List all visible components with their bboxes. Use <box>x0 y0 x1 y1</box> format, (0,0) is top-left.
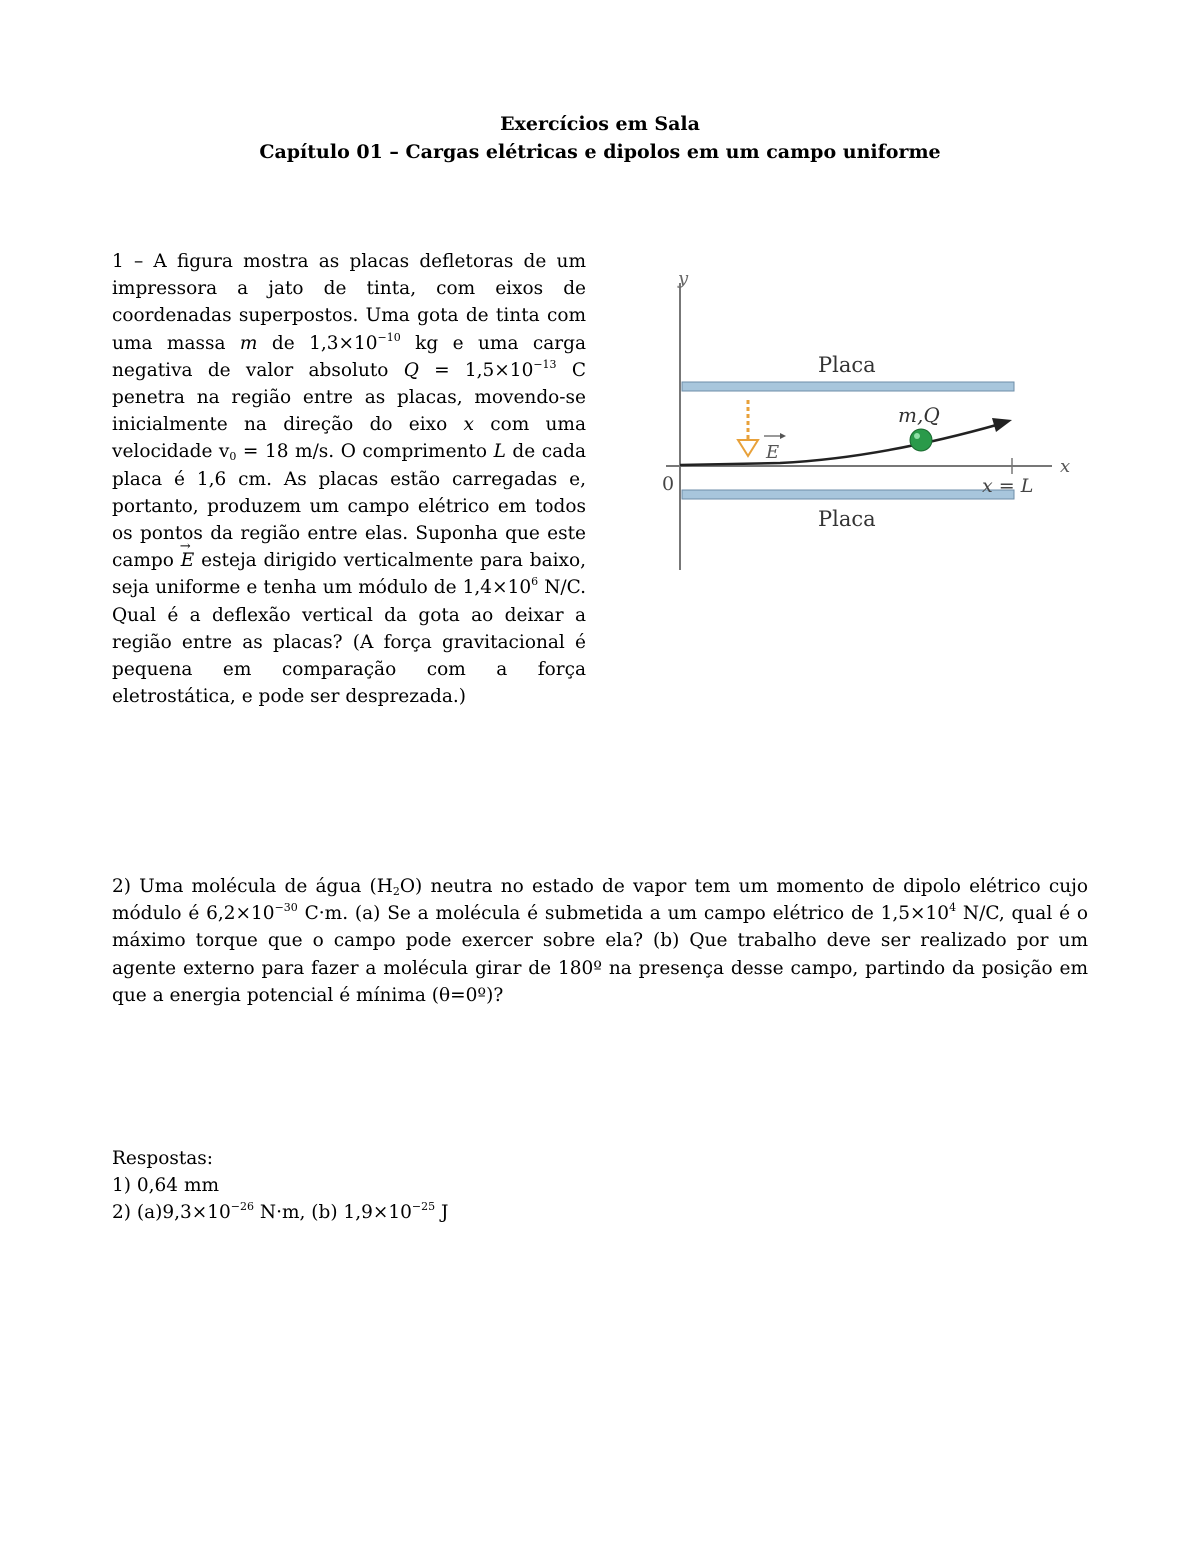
document-subtitle: Capítulo 01 – Cargas elétricas e dipolos em um campo uniforme <box>259 141 941 163</box>
origin-label: 0 <box>662 473 675 495</box>
bottom-plate-label: Placa <box>818 507 876 531</box>
field-arrow <box>738 400 758 456</box>
top-plate <box>682 382 1014 391</box>
end-label: x = L <box>982 475 1034 497</box>
deflector-plates-figure <box>640 258 1080 578</box>
answers-heading: Respostas: <box>112 1148 214 1169</box>
top-plate-label: Placa <box>818 353 876 377</box>
ink-drop <box>910 429 932 451</box>
answers-section <box>112 1145 912 1227</box>
bottom-plate <box>682 490 1014 499</box>
trajectory-arrowhead <box>992 418 1012 432</box>
document-title: Exercícios em Sala <box>500 113 700 135</box>
question-1: 1 – A figura mostra as placas defletoras de um impressora a jato de tinta, com eixos de coordenadas superpostos. Uma gota de tinta com uma massa m de $1,3\times 10^{-10}$ kg e uma carga negativa de valor absoluto $Q = 1,5\times 10^{-13}$ C penetra na região entre as placas, movendo-se inicialmente na direção do eixo x com uma velocidade $v_0 = 18$ m/s. O comprimento L de cada placa é 1,6 cm. As placas estão carregadas e, portanto, produzem um campo elétrico em todos os pontos da região entre elas. Suponha que este campo → E esteja dirigido verticalmente para baixo, seja uniforme e tenha um módulo de $1,4\times 10^6$ N/C. Qual é a deflexão vertical da gota ao deixar a região entre as placas? (A força gravitacional é pequena em comparação com a força eletrostática, e pode ser desprezada.) <box>112 248 586 710</box>
drop-trajectory <box>680 424 1000 465</box>
answer-1: 1) 0,64 mm <box>112 1175 220 1197</box>
field-arrow-label: E <box>766 442 780 463</box>
y-axis-label: y <box>678 268 689 289</box>
field-vector-symbol: → E <box>181 547 195 574</box>
drop-label: m,Q <box>898 403 940 427</box>
answer-2: 2) $(a)9,3\times 10^{-26}$ N·m, (b) $1,9\times 10^{-25}$ J <box>112 1200 449 1224</box>
question-2: 2) Uma molécula de água $(H_2O)$ neutra no estado de vapor tem um momento de dipolo elétrico cujo módulo é $6,2\times 10^{-30}$ C·m. (a) Se a molécula é submetida a um campo elétrico de $1,5\times 10^4$ N/C, qual é o máximo torque que o campo pode exercer sobre ela? (b) Que trabalho deve ser realizado por um agente externo para fazer a molécula girar de 180º na presença desse campo, partindo da posição em que a energia potencial é mínima (θ=0º)? <box>112 876 1088 1006</box>
x-axis-label: x <box>1060 456 1071 477</box>
